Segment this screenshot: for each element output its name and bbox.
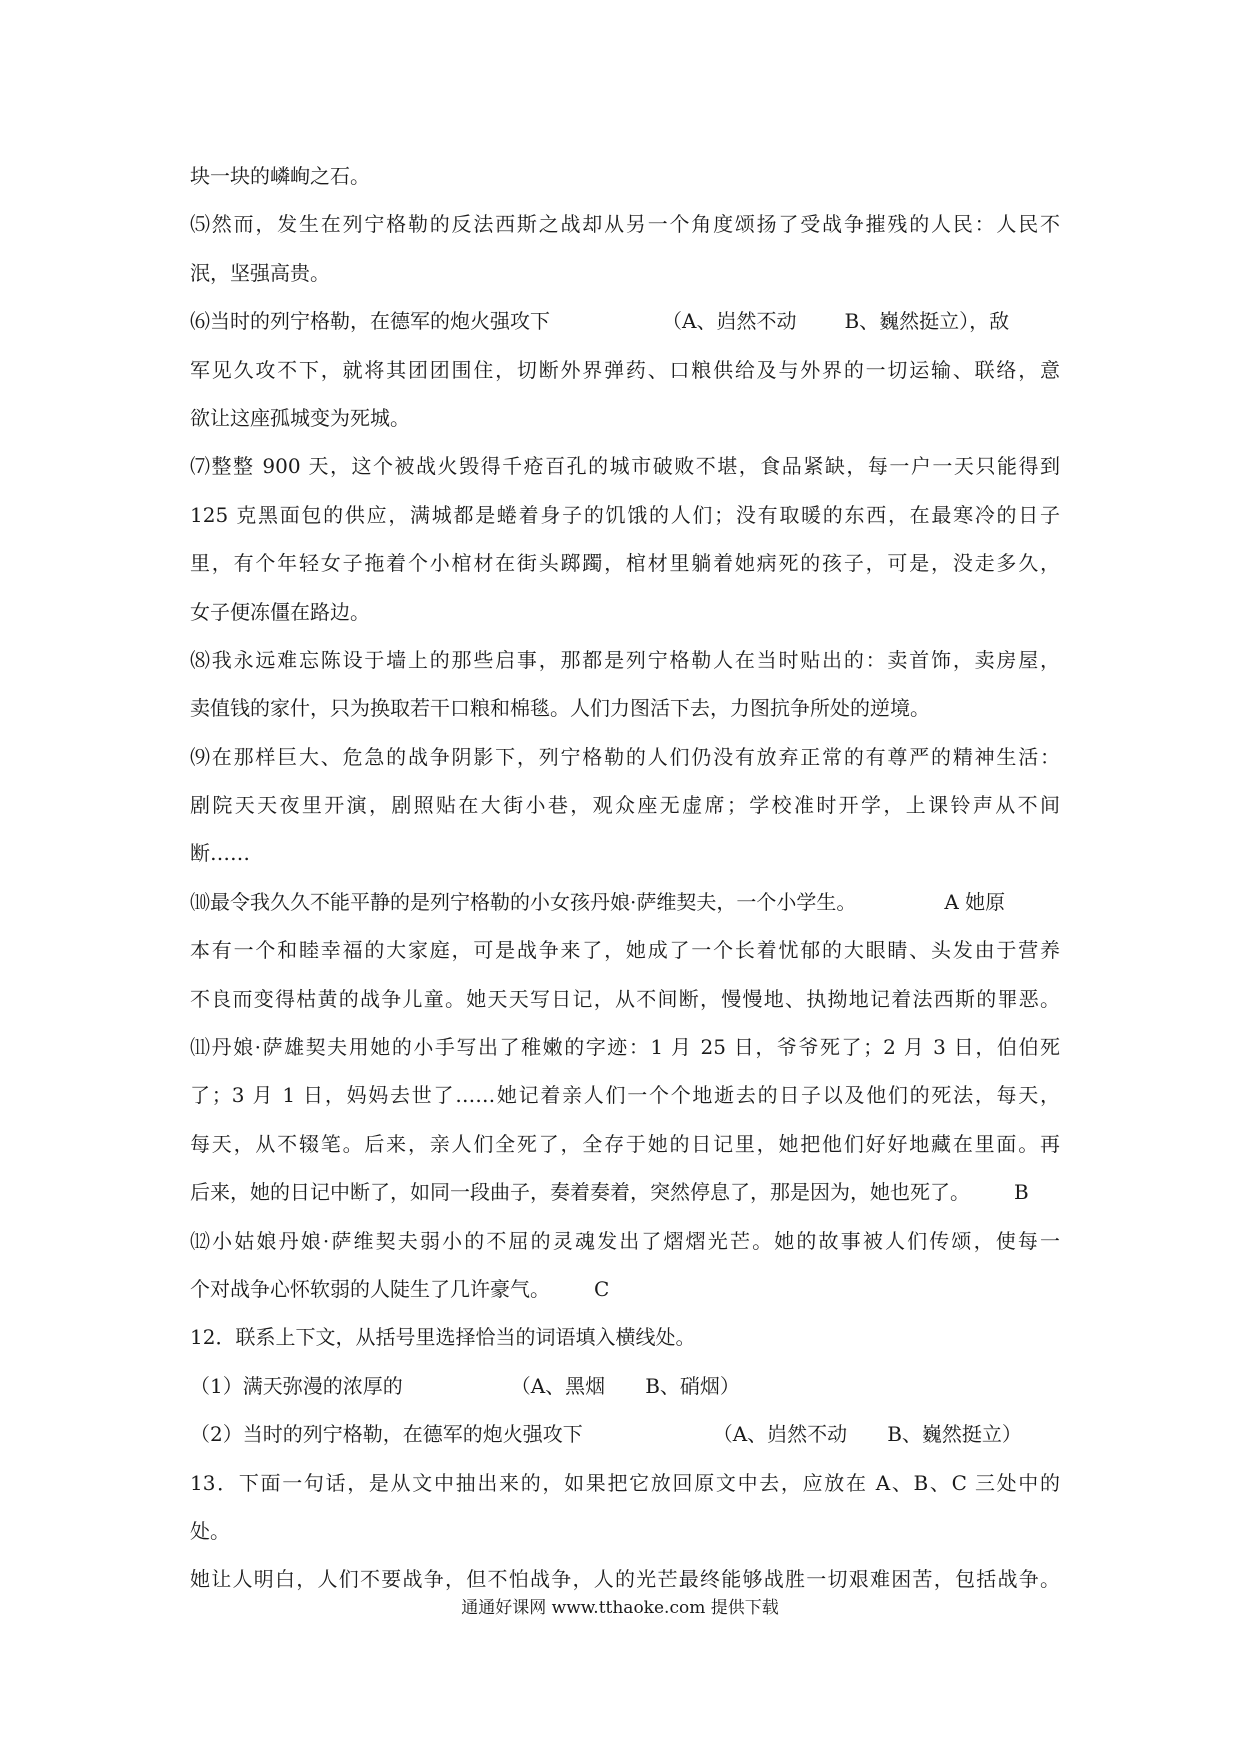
text-run: 了；3 月 1 日，妈妈去世了……她记着亲人们一个个地逝去的日子以及他们的死法，每天， [190, 1083, 1060, 1108]
paragraph-10-line-2 [190, 926, 1060, 974]
question-12-item-1 [190, 1362, 1060, 1410]
paragraph-7-line-2 [190, 491, 1060, 539]
text-run: ⑽最令我久久不能平静的是列宁格勒的小女孩丹娘·萨维契夫，一个小学生。 [190, 889, 857, 914]
text-run: 本有一个和睦幸福的大家庭，可是战争来了，她成了一个长着忧郁的大眼睛、头发由于营养 [190, 938, 1060, 963]
text-run: 断…… [190, 841, 250, 866]
text-run: 每天，从不辍笔。后来，亲人们全死了，全存于她的日记里，她把他们好好地藏在里面。再 [190, 1131, 1060, 1156]
text-run: 她让人明白，人们不要战争，但不怕战争，人的光芒最终能够战胜一切艰难困苦，包括战争。 [190, 1567, 1060, 1592]
text-run: ⑻我永远难忘陈设于墙上的那些启事，那都是列宁格勒人在当时贴出的：卖首饰，卖房屋， [190, 647, 1060, 672]
paragraph-9-line-2 [190, 781, 1060, 829]
text-run: 个对战争心怀软弱的人陡生了几许豪气。 [190, 1276, 550, 1301]
option-a: （A、岿然不动 [712, 1422, 848, 1447]
paragraph-11-line-2 [190, 1071, 1060, 1119]
question-12-item-2 [190, 1410, 1060, 1458]
paragraph-10-line-1 [190, 878, 1060, 926]
text-run: 剧院天天夜里开演，剧照贴在大街小巷，观众座无虚席；学校准时开学，上课铃声从不间 [190, 793, 1060, 818]
paragraph-9-line-1 [190, 733, 1060, 781]
paragraph-8-line-1 [190, 636, 1060, 684]
item-text: （2）当时的列宁格勒，在德军的炮火强攻下 [190, 1422, 583, 1447]
question-text: 12．联系上下文，从括号里选择恰当的词语填入横线处。 [190, 1325, 696, 1350]
option-a: （A、黑烟 [510, 1373, 606, 1398]
paragraph-12-line-2 [190, 1265, 1060, 1313]
paragraph-6-line-2 [190, 346, 1060, 394]
paragraph-7-line-3 [190, 539, 1060, 587]
paragraph-12-line-1 [190, 1217, 1060, 1265]
text-run: 不良而变得枯黄的战争儿童。她天天写日记，从不间断，慢慢地、执拗地记着法西斯的罪恶。 [190, 986, 1060, 1011]
text-run: 泯，坚强高贵。 [190, 260, 330, 285]
option-b: B、巍然挺立），敌 [844, 309, 1010, 334]
marker-a: A 她原 [944, 889, 1006, 914]
text-run: ⑾丹娘·萨雄契夫用她的小手写出了稚嫩的字迹：1 月 25 日，爷爷死了；2 月 3 日，伯伯死 [190, 1035, 1060, 1060]
marker-c: C [594, 1276, 610, 1301]
text-run: 欲让这座孤城变为死城。 [190, 405, 410, 430]
paragraph-5-line-2 [190, 249, 1060, 297]
text-run: 125 克黑面包的供应，满城都是蜷着身子的饥饿的人们；没有取暖的东西，在最寒冷的日子 [190, 502, 1060, 527]
text-run: 军见久攻不下，就将其团团围住，切断外界弹药、口粮供给及与外界的一切运输、联络，意 [190, 357, 1060, 382]
text-run: ⑼在那样巨大、危急的战争阴影下，列宁格勒的人们仍没有放弃正常的有尊严的精神生活： [190, 744, 1060, 769]
text-run: ⑸然而，发生在列宁格勒的反法西斯之战却从另一个角度颂扬了受战争摧残的人民：人民不 [190, 212, 1060, 237]
text-run: ⑺整整 900 天，这个被战火毁得千疮百孔的城市破败不堪，食品紧缺，每一户一天只能得到 [190, 454, 1060, 479]
paragraph-6-line-3 [190, 394, 1060, 442]
question-text: 13．下面一句话，是从文中抽出来的，如果把它放回原文中去，应放在 A、B、C 三处中的 [190, 1470, 1060, 1495]
text-run: 里，有个年轻女子拖着个小棺材在街头踯躅，棺材里躺着她病死的孩子，可是，没走多久， [190, 551, 1060, 576]
option-a: （A、岿然不动 [662, 309, 797, 334]
question-13-line-2 [190, 1507, 1060, 1555]
item-text: （1）满天弥漫的浓厚的 [190, 1373, 403, 1398]
question-13-line-1 [190, 1459, 1060, 1507]
question-12 [190, 1313, 1060, 1361]
paragraph-8-line-2 [190, 684, 1060, 732]
marker-b: B [1014, 1180, 1029, 1205]
document-body [190, 152, 1060, 1604]
text-run: 块一块的嶙峋之石。 [190, 164, 370, 188]
paragraph-5-line-1 [190, 200, 1060, 248]
paragraph-9-line-3 [190, 829, 1060, 877]
paragraph-6-line-1 [190, 297, 1060, 345]
text-run: 卖值钱的家什，只为换取若干口粮和棉毯。人们力图活下去，力图抗争所处的逆境。 [190, 696, 930, 721]
text-line [190, 152, 1060, 200]
paragraph-7-line-1 [190, 442, 1060, 490]
page-footer: 通通好课网 www.tthaoke.com 提供下载 [461, 1598, 779, 1618]
paragraph-11-line-4 [190, 1168, 1060, 1216]
question-text: 处。 [190, 1518, 230, 1543]
text-run: 后来，她的日记中断了，如同一段曲子，奏着奏着，突然停息了，那是因为，她也死了。 [190, 1180, 970, 1205]
paragraph-11-line-1 [190, 1023, 1060, 1071]
paragraph-10-line-3 [190, 975, 1060, 1023]
paragraph-7-line-4 [190, 588, 1060, 636]
paragraph-11-line-3 [190, 1120, 1060, 1168]
text-run: 女子便冻僵在路边。 [190, 599, 370, 624]
text-run: ⑿小姑娘丹娘·萨维契夫弱小的不屈的灵魂发出了熠熠光芒。她的故事被人们传颂，使每一 [190, 1228, 1060, 1253]
text-run: ⑹当时的列宁格勒，在德军的炮火强攻下 [190, 309, 550, 334]
option-b: B、巍然挺立） [887, 1422, 1022, 1447]
option-b: B、硝烟） [645, 1373, 740, 1398]
